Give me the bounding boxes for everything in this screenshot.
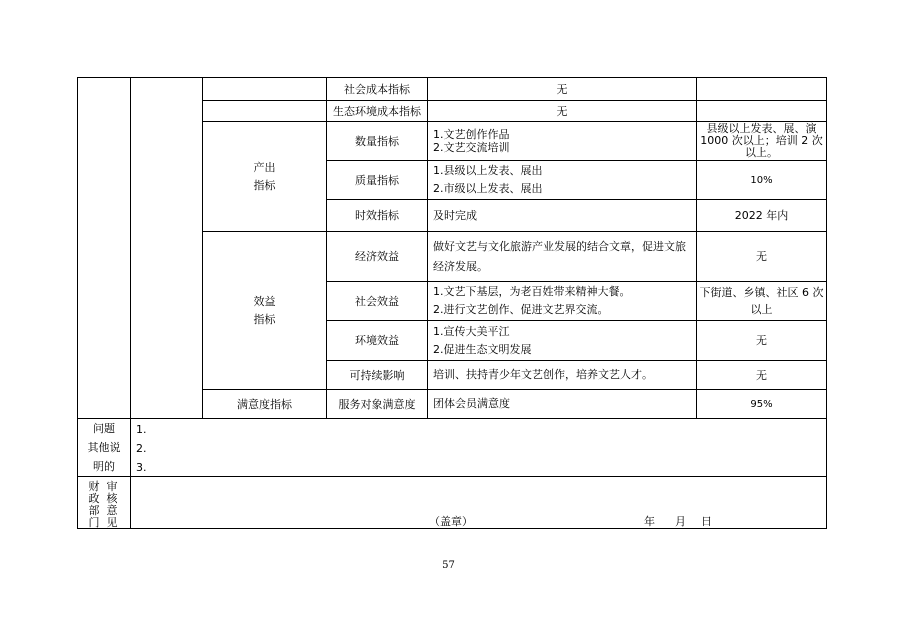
- value-line: 以上。: [745, 146, 778, 159]
- value-satisfaction: 95%: [750, 398, 773, 410]
- issue-item-1: 1.: [136, 423, 147, 436]
- category-output-line1: 产出: [253, 160, 276, 174]
- indicator-eco-cost: 生态环境成本指标: [333, 104, 421, 118]
- date-day: 日: [701, 515, 712, 528]
- indicator-quality: 质量指标: [355, 173, 399, 187]
- table-border-right: [826, 77, 827, 529]
- content-line: 培训、扶持青少年文艺创作，培养文艺人才。: [433, 368, 653, 381]
- value-quantity: [697, 122, 826, 160]
- row-divider: [77, 476, 827, 477]
- category-satisfaction: 满意度指标: [237, 397, 292, 411]
- issues-label-line: 问题: [93, 422, 115, 435]
- issues-label: [78, 419, 130, 476]
- value-line: 下街道、乡镇、社区 6 次: [699, 286, 824, 299]
- content-quality: [428, 161, 696, 199]
- content-sustainable: [428, 361, 696, 389]
- content-timeliness: [428, 200, 696, 231]
- value-sustainable: 无: [756, 368, 767, 382]
- content-line: 1.宣传大美平江: [433, 324, 510, 338]
- indicator-social-cost: 社会成本指标: [344, 82, 410, 96]
- content-social: [428, 282, 696, 320]
- content-line: 1.文艺创作作品: [433, 128, 510, 141]
- issues-label-line: 明的: [93, 460, 115, 473]
- value-quality: 10%: [750, 174, 773, 186]
- value-timeliness: 2022 年内: [734, 209, 789, 222]
- content-line: 及时完成: [433, 208, 477, 222]
- page-number: 57: [442, 560, 455, 571]
- content-line: 1.文艺下基层，为老百姓带来精神大餐。: [433, 285, 631, 298]
- row-divider: [77, 418, 827, 419]
- content-line: 做好文艺与文化旅游产业发展的结合文章，促进文旅: [433, 239, 686, 253]
- indicator-social: 社会效益: [355, 294, 399, 308]
- category-output-line2: 指标: [253, 178, 276, 192]
- indicator-economic: 经济效益: [355, 250, 399, 263]
- col-divider: [130, 77, 131, 529]
- indicator-quantity: 数量指标: [355, 134, 399, 148]
- issues-label-line: 其他说: [87, 441, 121, 454]
- value-social: [697, 282, 826, 320]
- finance-label-col1: 财政部门: [88, 480, 100, 529]
- category-benefit: [203, 232, 326, 389]
- finance-label-col2: 审核意见: [106, 480, 118, 529]
- content-line: 2.文艺交流培训: [433, 141, 510, 154]
- category-output: [203, 122, 326, 231]
- content-line: 2.进行文艺创作、促进文艺界交流。: [433, 303, 609, 316]
- value-line: 1000 次以上；培训 2 次: [700, 134, 823, 147]
- value-social-cost: 无: [556, 82, 568, 96]
- category-benefit-line1: 效益: [253, 294, 276, 308]
- content-line: 1.县级以上发表、展出: [433, 164, 543, 177]
- content-economic: [428, 232, 696, 281]
- content-line: 2.市级以上发表、展出: [433, 182, 543, 195]
- indicator-timeliness: 时效指标: [355, 209, 399, 222]
- issue-item-2: 2.: [136, 442, 147, 455]
- seal-label: （盖章）: [429, 515, 473, 528]
- indicator-satisfaction: 服务对象满意度: [338, 397, 416, 411]
- value-line: 以上: [750, 303, 773, 316]
- value-line: 县级以上发表、展、演: [706, 122, 817, 135]
- value-economic: 无: [756, 250, 767, 263]
- date-month: 月: [675, 515, 686, 528]
- value-environment: 无: [756, 334, 767, 347]
- content-line: 经济发展。: [433, 259, 488, 273]
- issue-item-3: 3.: [136, 461, 147, 474]
- content-environment: [428, 321, 696, 360]
- content-line: 团体会员满意度: [433, 397, 510, 410]
- indicator-environment: 环境效益: [355, 334, 399, 347]
- indicator-sustainable: 可持续影响: [349, 368, 405, 382]
- category-benefit-line2: 指标: [253, 312, 276, 326]
- content-line: 2.促进生态文明发展: [433, 342, 532, 356]
- content-quantity: [428, 122, 696, 160]
- value-eco-cost: 无: [556, 104, 568, 118]
- content-satisfaction: [428, 390, 696, 418]
- date-year: 年: [644, 515, 655, 528]
